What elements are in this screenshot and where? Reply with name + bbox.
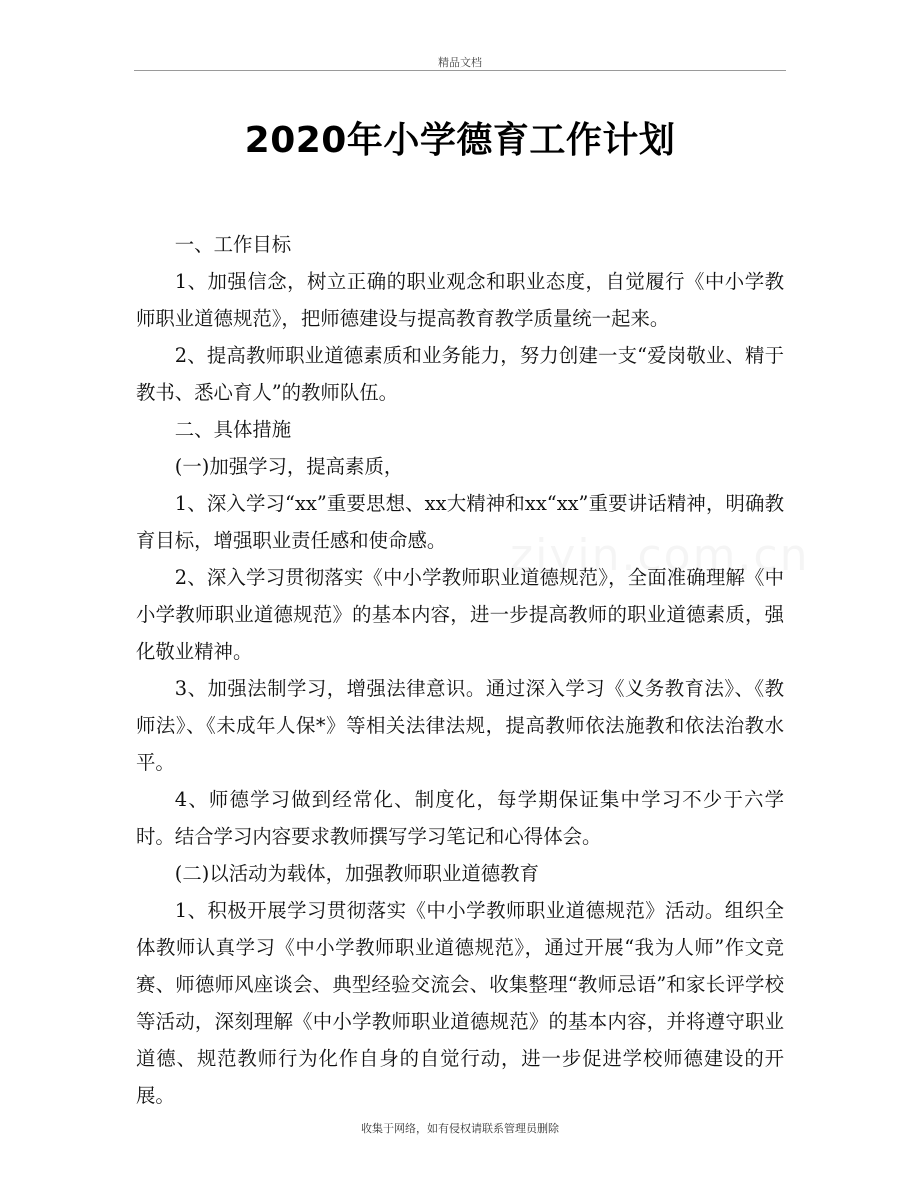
document-body: [136, 226, 784, 1114]
paragraph: 4、师德学习做到经常化、制度化，每学期保证集中学习不少于六学时。结合学习内容要求教师撰写学习笔记和心得体会。: [136, 788, 784, 848]
header-divider: [134, 70, 786, 71]
subsection-heading: (一)加强学习，提高素质，: [174, 455, 404, 478]
paragraph: 1、积极开展学习贯彻落实《中小学教师职业道德规范》活动。组织全体教师认真学习《中小学教师职业道德规范》，通过开展“我为人师”作文竞赛、师德师风座谈会、典型经验交流会、收集整理“教师忌语”和家长评学校等活动，深刻理解《中小学教师职业道德规范》的基本内容，并将遵守职业道德、规范教师行为化作自身的自觉行动，进一步促进学校师德建设的开展。: [136, 899, 784, 1107]
paragraph: 2、深入学习贯彻落实《中小学教师职业道德规范》，全面准确理解《中小学教师职业道德规范》的基本内容，进一步提高教师的职业道德素质，强化敬业精神。: [136, 566, 784, 663]
watermark: ziyin.com.cn: [510, 530, 810, 581]
section-heading-goals: 一、工作目标: [174, 233, 292, 256]
subsection-heading: (二)以活动为载体，加强教师职业道德教育: [174, 862, 539, 885]
document-title: 2020年小学德育工作计划: [244, 120, 676, 161]
paragraph: 2、提高教师职业道德素质和业务能力，努力创建一支“爱岗敬业、精于教书、悉心育人”的教师队伍。: [136, 344, 784, 404]
page-header-label: 精品文档: [438, 56, 482, 69]
paragraph: 1、加强信念，树立正确的职业观念和职业态度，自觉履行《中小学教师职业道德规范》，把师德建设与提高教育教学质量统一起来。: [136, 270, 784, 330]
paragraph: 1、深入学习“xx”重要思想、xx大精神和xx“xx”重要讲话精神，明确教育目标，增强职业责任感和使命感。: [136, 492, 784, 552]
page-footer-label: 收集于网络，如有侵权请联系管理员删除: [361, 1122, 559, 1135]
paragraph: 3、加强法制学习，增强法律意识。通过深入学习《义务教育法》、《教师法》、《未成年人保*》等相关法律法规，提高教师依法施教和依法治教水平。: [136, 677, 784, 774]
section-heading-measures: 二、具体措施: [174, 418, 292, 441]
